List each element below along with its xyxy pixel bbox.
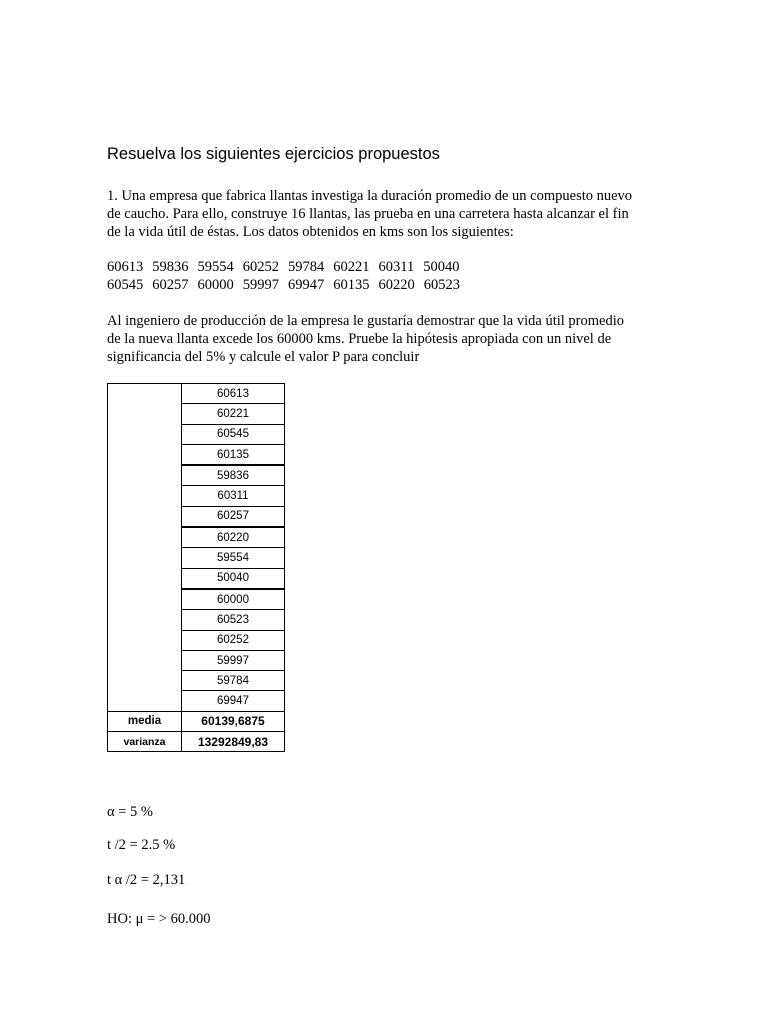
table-cell: 60221 bbox=[182, 404, 285, 424]
data-value: 60220 bbox=[378, 277, 415, 293]
problem-line: de caucho. Para ello, construye 16 llantas, las prueba en una carretera hasta alcanzar el fin bbox=[107, 206, 629, 222]
question-line: significancia del 5% y calcule el valor P para concluir bbox=[107, 349, 420, 365]
data-row-1 bbox=[107, 258, 468, 276]
table-cell: 59836 bbox=[182, 465, 285, 486]
varianza-row bbox=[108, 732, 285, 752]
data-value: 60000 bbox=[197, 277, 234, 293]
varianza-label: varianza bbox=[108, 732, 182, 752]
data-value: 60613 bbox=[107, 259, 144, 275]
page-heading: Resuelva los siguientes ejercicios propuestos bbox=[107, 145, 440, 163]
table-cell: 60000 bbox=[182, 589, 285, 610]
table-cell: 60257 bbox=[182, 506, 285, 527]
problem-line: 1. Una empresa que fabrica llantas investiga la duración promedio de un compuesto nuevo bbox=[107, 188, 633, 204]
data-value: 59784 bbox=[288, 259, 325, 275]
alpha-formula: α = 5 % bbox=[107, 804, 153, 820]
results-table bbox=[107, 383, 285, 752]
data-value: 60252 bbox=[242, 259, 279, 275]
table-cell: 60220 bbox=[182, 527, 285, 548]
problem-statement bbox=[107, 187, 632, 241]
data-value: 60523 bbox=[423, 277, 460, 293]
question-line: de la nueva llanta excede los 60000 kms. Pruebe la hipótesis apropiada con un nivel de bbox=[107, 331, 612, 347]
data-value: 60311 bbox=[378, 259, 415, 275]
data-value: 69947 bbox=[288, 277, 325, 293]
label-column bbox=[108, 384, 182, 712]
table-cell: 59784 bbox=[182, 671, 285, 691]
table-cell: 60252 bbox=[182, 630, 285, 650]
media-row bbox=[108, 711, 285, 731]
question-line: Al ingeniero de producción de la empresa le gustaría demostrar que la vida útil promedio bbox=[107, 313, 624, 329]
table-row bbox=[108, 384, 285, 404]
data-value: 50040 bbox=[423, 259, 460, 275]
table-cell: 59997 bbox=[182, 650, 285, 670]
data-value: 59997 bbox=[242, 277, 279, 293]
data-row-2 bbox=[107, 276, 469, 294]
varianza-value: 13292849,83 bbox=[182, 732, 285, 752]
question-statement bbox=[107, 312, 624, 366]
table-cell: 60613 bbox=[182, 384, 285, 404]
data-value: 60545 bbox=[107, 277, 144, 293]
table-cell: 69947 bbox=[182, 691, 285, 711]
null-hypothesis: HO: μ = > 60.000 bbox=[107, 911, 211, 927]
data-value: 60221 bbox=[333, 259, 370, 275]
table-cell: 60545 bbox=[182, 424, 285, 444]
table-cell: 60311 bbox=[182, 486, 285, 506]
data-value: 59554 bbox=[197, 259, 234, 275]
table-cell: 60135 bbox=[182, 444, 285, 465]
media-value: 60139,6875 bbox=[182, 711, 285, 731]
data-value: 59836 bbox=[152, 259, 189, 275]
table-cell: 59554 bbox=[182, 548, 285, 568]
t-alpha-half-formula: t α /2 = 2,131 bbox=[107, 872, 186, 888]
media-label: media bbox=[108, 711, 182, 731]
t-half-formula: t /2 = 2.5 % bbox=[107, 837, 176, 853]
table-cell: 60523 bbox=[182, 610, 285, 630]
data-value: 60257 bbox=[152, 277, 189, 293]
data-value: 60135 bbox=[333, 277, 370, 293]
table-cell: 50040 bbox=[182, 568, 285, 589]
problem-line: de la vida útil de éstas. Los datos obtenidos en kms son los siguientes: bbox=[107, 224, 514, 240]
